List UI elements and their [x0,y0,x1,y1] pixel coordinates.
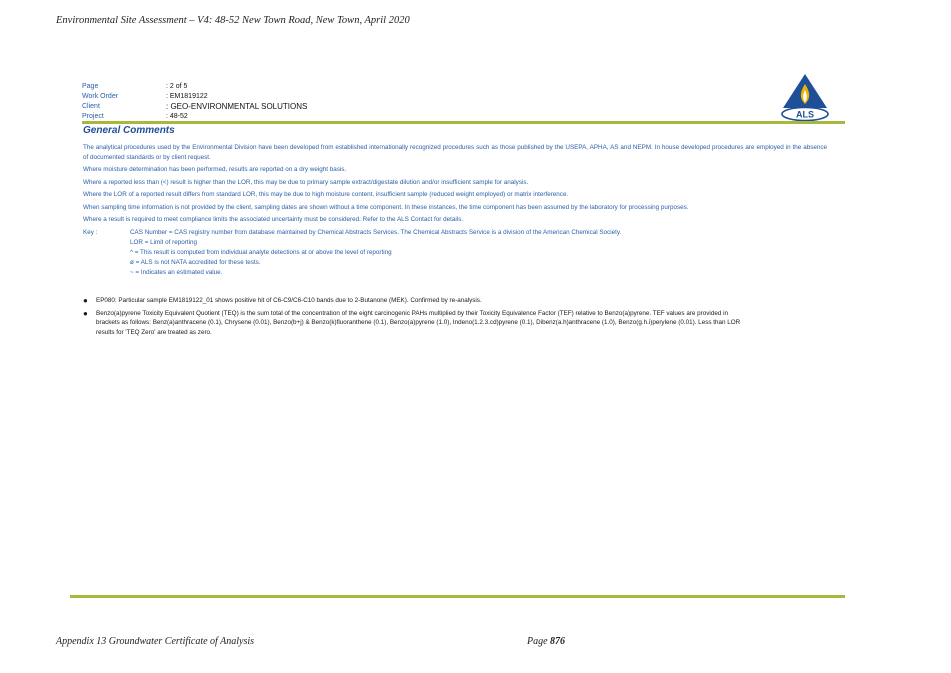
footer-appendix-title: Appendix 13 Groundwater Certificate of Analysis [56,636,255,647]
meta-project-label: Project [82,113,104,120]
section-title: General Comments [83,125,175,136]
bullet-text: Benzo(a)pyrene Toxicity Equivalent Quotient (TEQ) is the sum total of the concentration of the eight carcinogenic PAHs multiplied by their Toxicity Equivalence Factor (TEF) relative to Benzo(a)pyrene. TEF values are provided in brackets as follows: Benz(a)anthracene (0.1), Chrysene (0.01), Benzo(b+j) & Benzo(k)fluoranthene (0.1), Benzo(a)pyrene (1.0), Indeno(1.2.3.cd)pyrene (0.1), Dibenz(a.h)anthracene (1.0), Benzo(g.h.i)perylene (0.01). Less than LOR results for 'TEQ Zero' are treated as zero. [96,309,741,336]
key-item: LOR = Limit of reporting [130,238,198,246]
footer-page-number [527,636,565,647]
footer-page-prefix: Page [527,636,551,647]
meta-row-client [82,102,307,112]
key-label: Key : [83,228,98,236]
meta-work-order-value: : EM1819122 [166,93,208,100]
general-comments-body [83,143,827,278]
footer-page-value: 876 [550,636,566,647]
bullet-dot: ● [83,308,88,318]
bullet-list [83,296,743,340]
comment-paragraph: Where a reported less than (<) result is higher than the LOR, this may be due to primary sample extract/digestate dilution and/or insufficient sample for analysis. [83,178,529,186]
meta-row-work-order [82,92,307,102]
comment-paragraph: The analytical procedures used by the Environmental Division have been developed from established internationally recognized procedures such as those published by the USEPA, APHA, AS and NEPM. In house developed procedures are employed in the absence of documented standards or by client request. [83,144,827,161]
footer-divider [70,595,845,598]
key-legend [83,228,827,278]
meta-project-value: : 48-52 [166,113,188,120]
header-divider [82,121,845,124]
bullet-dot: ● [83,296,88,305]
key-item: ~ = Indicates an estimated value. [130,268,223,276]
key-item: ø = ALS is not NATA accredited for these tests. [130,258,261,266]
bullet-item [83,309,743,338]
meta-work-order-label: Work Order [82,93,119,100]
als-logo [779,72,831,122]
meta-page-label: Page [82,83,99,90]
comment-paragraph: Where a result is required to meet compliance limits the associated uncertainty must be considered. Refer to the ALS Contact for details. [83,216,464,223]
bullet-text: EP080: Particular sample EM1819122_01 shows positive hit of C6-C9/C6-C10 bands due to 2-Butanone (MEK). Confirmed by re-analysis. [96,297,482,304]
meta-client-value: : GEO-ENVIRONMENTAL SOLUTIONS [166,102,308,111]
key-items [130,228,621,278]
comment-paragraph: Where moisture determination has been performed, results are reported on a dry weight basis. [83,166,347,173]
comment-paragraph: When sampling time information is not provided by the client, sampling dates are shown without a time component. In these instances, the time component has been assumed by the laboratory for processing purposes. [83,203,689,211]
comment-paragraph: Where the LOR of a reported result differs from standard LOR, this may be due to high moisture content, insufficient sample (reduced weight employed) or matrix interference. [83,191,569,198]
meta-client-label: Client [82,103,100,110]
meta-page-value: : 2 of 5 [166,83,188,90]
key-item: ^ = This result is computed from individual analyte detections at or above the level of reporting [130,248,392,256]
report-meta-block [82,82,307,122]
als-logo-text: ALS [796,109,814,120]
document-header-title: Environmental Site Assessment – V4: 48-52 New Town Road, New Town, April 2020 [56,15,410,26]
key-item: CAS Number = CAS registry number from database maintained by Chemical Abstracts Services. The Chemical Abstracts Service is a division of the American Chemical Society. [130,228,622,236]
meta-row-page [82,82,307,92]
bullet-item [83,296,743,306]
